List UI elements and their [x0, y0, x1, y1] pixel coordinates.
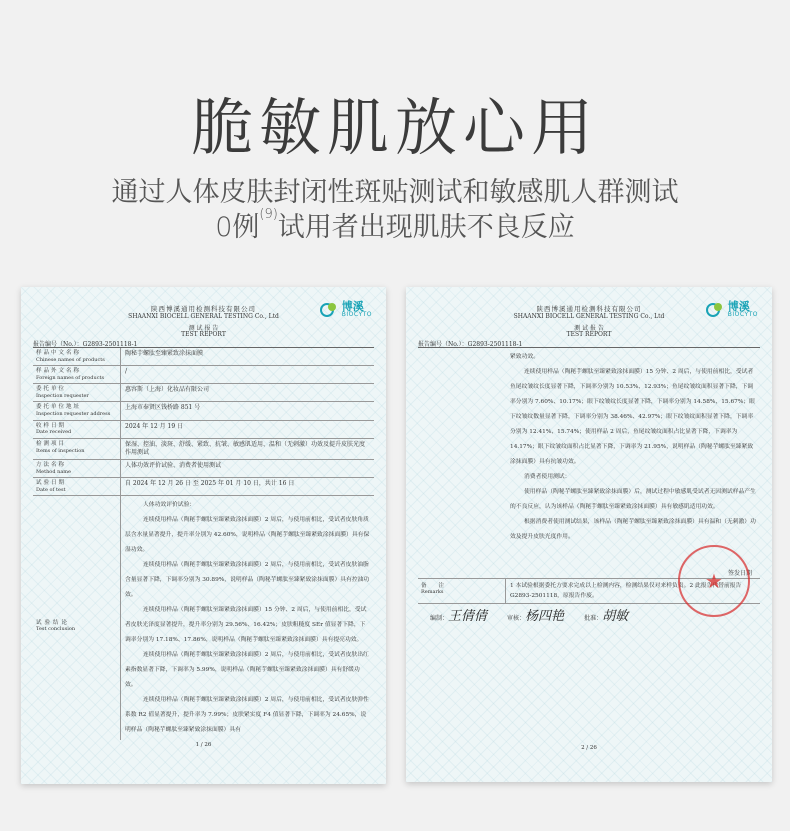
approver-signature: 胡敏	[602, 609, 629, 624]
table-row: 样品外文名称 Foreign names of products /	[33, 366, 374, 384]
report-title-en: TEST REPORT	[566, 331, 612, 338]
issue-date: 签发日期	[727, 570, 752, 577]
report-table	[33, 347, 374, 740]
table-row: 检测项目 Items of inspection 保湿、控油、淡斑、舒缓、紧致、抗皱、敏感肌适用、温和（无刺激）功效及提升皮肤光度作用测试	[33, 439, 374, 460]
conclusion-label-cn: 试验结论	[36, 620, 71, 627]
logo-text-cn: 博溪	[341, 299, 364, 313]
page-number: 2 / 26	[581, 745, 597, 751]
logo-text-en: BIOCYTO	[727, 310, 758, 318]
conclusion-paragraph: 连续使用样品（陶秘芋螺肽至臻紧致涂抹面膜）2 周后，与使用前相比，受试者皮肤弹性系数 R2 值显著提升，提升率为 7.99%；皮肤紧实度 F4 值显著下降，下调率为 24.65%，说明样品（陶秘芋螺肽至臻紧致涂抹面膜）具有	[125, 697, 369, 734]
remarks-label-en: Remarks	[421, 589, 444, 595]
official-seal	[678, 545, 750, 617]
edit-label: 编制：	[430, 615, 449, 622]
biocyto-logo-icon	[705, 299, 725, 319]
conclusion-paragraph: 连续使用样品（陶秘芋螺肽至臻紧致涂抹面膜）2 周后，与使用前相比，受试者皮肤油脂含量显著下降，下调率分别为 30.89%，说明样品（陶秘芋螺肽至臻紧致涂抹面膜）具有控油功效。	[125, 562, 370, 599]
conclusion-label-en: Test conclusion	[36, 626, 76, 633]
approve-label: 批准：	[584, 615, 603, 622]
conclusion-heading: 人体功效评价试验：	[143, 502, 196, 509]
body-paragraph: 消费者使用测试：	[524, 474, 571, 480]
page-number: 1 / 26	[195, 742, 212, 748]
report-number: 报告编号（No.）：G2893-2501118-1	[33, 341, 138, 348]
editor-signature: 王倩倩	[448, 609, 488, 624]
logo-text-en: BIOCYTO	[341, 310, 372, 318]
conclusion-section	[33, 496, 374, 740]
biocyto-logo	[319, 299, 372, 319]
test-report-page-1	[21, 287, 386, 784]
footnote-marker: (9)	[259, 207, 278, 222]
conclusion-paragraph: 连续使用样品（陶秘芋螺肽至臻紧致涂抹面膜）2 周后，与使用前相比，受试者皮肤角质层含水量显著提升，提升率分别为 42.60%，说明样品（陶秘芋螺肽至臻紧致涂抹面膜）具有保湿功效。	[125, 517, 370, 554]
hero-subtitle-line1: 通过人体皮肤封闭性斑贴测试和敏感肌人群测试	[111, 177, 679, 208]
review-label: 审核：	[507, 615, 526, 622]
report-body	[418, 347, 760, 547]
hero-count: 0例	[215, 212, 260, 243]
table-row: 方法名称 Method name 人体功效评价试验、消费者使用测试	[33, 460, 374, 478]
body-paragraph: 使用样品（陶秘芋螺肽至臻紧致涂抹面膜）后，测试过程中敏感肌受试者无因测试样品产生的不良反应，认为该样品（陶秘芋螺肽至臻紧致涂抹面膜）具有敏感肌适用功效。	[510, 489, 756, 510]
logo-text-cn: 博溪	[727, 299, 750, 313]
hero-title: 脆敏肌放心用	[190, 91, 599, 164]
remarks-label-cn: 备注	[421, 583, 457, 589]
report-number: 报告编号（No.）：G2893-2501118-1	[418, 341, 523, 348]
body-paragraph: 紧致功效。	[510, 354, 539, 360]
table-row: 委托单位 Inspection requester 惠容斯（上海）化妆品有限公司	[33, 384, 374, 402]
lab-name-cn: 陕西博溪通用检测科技有限公司	[151, 305, 256, 313]
table-row: 样品中文名称 Chinese names of products 陶秘芋螺肽至臻紧致涂抹面膜	[33, 348, 374, 366]
table-row: 收样日期 Date received 2024 年 12 月 19 日	[33, 421, 374, 439]
report-title-cn: 测 试 报 告	[188, 325, 219, 332]
reviewer-signature: 杨四艳	[525, 609, 565, 624]
lab-name-cn: 陕西博溪通用检测科技有限公司	[536, 305, 642, 313]
signature-line	[430, 605, 628, 624]
conclusion-paragraph: 连续使用样品（陶秘芋螺肽至臻紧致涂抹面膜）2 周后，与使用前相比，受试者皮肤出红素指数显著下降，下调率为 5.99%，说明样品（陶秘芋螺肽至臻紧致涂抹面膜）具有舒缓功效。	[125, 652, 369, 689]
remarks-text: 1 本试验根据委托方要求完成以上检测内容，检测结果仅对来样负责。2 此报告代替前报告 G2893-2501118，原报告作废。	[510, 583, 742, 599]
table-row: 委托单位地址 Inspection requester address 上海市奉贤区钱桥路 851 号	[33, 402, 374, 420]
body-paragraph: 根据消费者使用测试结果，该样品（陶秘芋螺肽至臻紧致涂抹面膜）具有温和（无刺激）功效及提升皮肤光度作用。	[510, 519, 756, 540]
lab-name-en: SHAANXI BIOCELL GENERAL TESTING Co., Ltd	[128, 313, 279, 320]
report-title-en: TEST REPORT	[181, 331, 226, 338]
test-report-page-2	[406, 287, 772, 782]
biocyto-logo	[705, 299, 758, 319]
table-row: 试验日期 Date of test 自 2024 年 12 月 26 日 至 2025 年 01 月 10 日，共计 16 日	[33, 478, 374, 496]
conclusion-paragraph: 连续使用样品（陶秘芋螺肽至臻紧致涂抹面膜）15 分钟、2 周后，与使用前相比，受试者皮肤光泽度显著提升，提升率分别为 29.56%、16.42%；皮肤粗糙度 SEr 值显著下降，下调率分别为 17.18%、17.86%，说明样品（陶秘芋螺肽至臻紧致涂抹面膜）具有提亮功效。	[125, 607, 367, 644]
biocyto-logo-icon	[319, 299, 339, 319]
hero-subtitle-line2	[0, 205, 790, 244]
hero-claim: 试用者出现肌肤不良反应	[277, 212, 575, 243]
lab-name-en: SHAANXI BIOCELL GENERAL TESTING Co., Ltd	[513, 313, 665, 320]
body-paragraph: 连续使用样品（陶秘芋螺肽至臻紧致涂抹面膜）15 分钟、2 周后，与使用前相比，受试者鱼尾纹皱纹长度显著下降，下调率分别为 10.53%、12.93%；鱼尾纹皱纹面积显著下降，下调率分别为 7.60%、10.17%；眼下纹皱纹长度显著下降，下调率分别为 14.58%、15.67%；眼下纹皱纹数量显著下降，下调率分别为 38.46%、42.97%；眼下纹皱纹面积显著下降，下调率分别为 12.41%、15.74%；使用样品 2 周后，鱼尾纹皱纹面积占比显著下降，下调率为 14.17%；眼下纹皱纹面积占比显著下降，下调率为 21.95%，说明样品（陶秘芋螺肽至臻紧致涂抹面膜）具有抗皱功效。	[510, 369, 755, 465]
seal-star-icon: ★	[705, 569, 723, 593]
report-title-cn: 测 试 报 告	[574, 325, 604, 332]
